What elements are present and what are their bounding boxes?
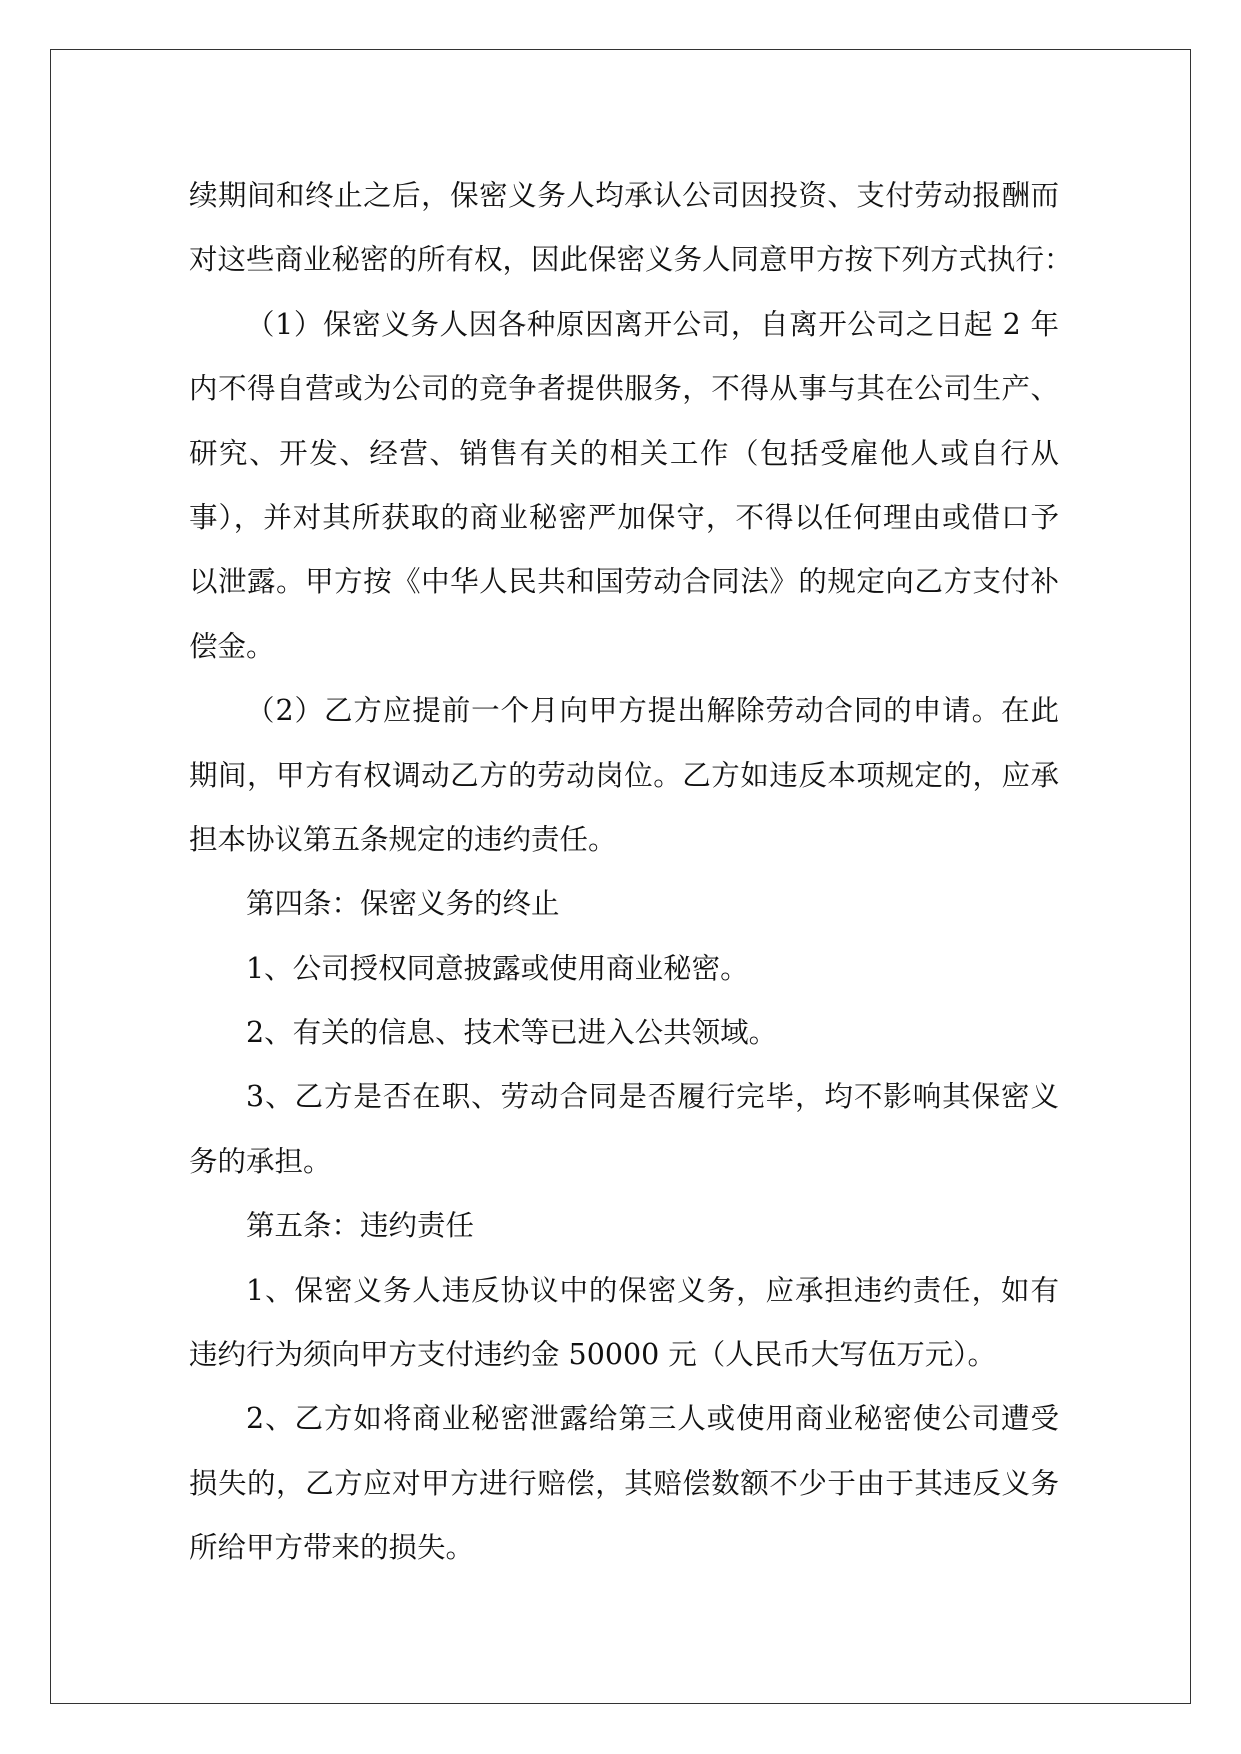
document-body	[189, 164, 1073, 1581]
text-line: 1、保密义务人违反协议中的保密义务，应承担违约责任，如有	[246, 1273, 1059, 1307]
text-line: 事），并对其所获取的商业秘密严加保守，不得以任何理由或借口予	[189, 500, 1059, 534]
text-line: 损失的，乙方应对甲方进行赔偿，其赔偿数额不少于由于其违反义务	[189, 1466, 1059, 1500]
text-line: 研究、开发、经营、销售有关的相关工作（包括受雇他人或自行从	[189, 436, 1059, 470]
text-line: 1、公司授权同意披露或使用商业秘密。	[246, 951, 749, 985]
section-heading: 第四条：保密义务的终止	[246, 887, 560, 921]
text-line: （2）乙方应提前一个月向甲方提出解除劳动合同的申请。在此	[246, 694, 1059, 728]
text-line: 以泄露。甲方按《中华人民共和国劳动合同法》的规定向乙方支付补	[189, 565, 1059, 599]
text-line: 2、乙方如将商业秘密泄露给第三人或使用商业秘密使公司遭受	[246, 1402, 1059, 1436]
text-line: 偿金。	[189, 629, 275, 663]
text-line: 对这些商业秘密的所有权，因此保密义务人同意甲方按下列方式执行：	[189, 243, 1073, 277]
text-line: （1）保密义务人因各种原因离开公司，自离开公司之日起 2 年	[246, 307, 1059, 341]
text-line: 内不得自营或为公司的竞争者提供服务，不得从事与其在公司生产、	[189, 372, 1059, 406]
text-line: 务的承担。	[189, 1144, 332, 1178]
text-line: 担本协议第五条规定的违约责任。	[189, 822, 617, 856]
text-line: 期间，甲方有权调动乙方的劳动岗位。乙方如违反本项规定的，应承	[189, 758, 1059, 792]
text-line: 续期间和终止之后，保密义务人均承认公司因投资、支付劳动报酬而	[189, 179, 1059, 212]
text-line: 2、有关的信息、技术等已进入公共领域。	[246, 1016, 778, 1050]
text-line: 3、乙方是否在职、劳动合同是否履行完毕，均不影响其保密义	[246, 1080, 1059, 1114]
section-heading: 第五条：违约责任	[246, 1209, 475, 1243]
text-line: 所给甲方带来的损失。	[189, 1531, 475, 1565]
text-line: 违约行为须向甲方支付违约金 50000 元（人民币大写伍万元）。	[189, 1338, 997, 1372]
